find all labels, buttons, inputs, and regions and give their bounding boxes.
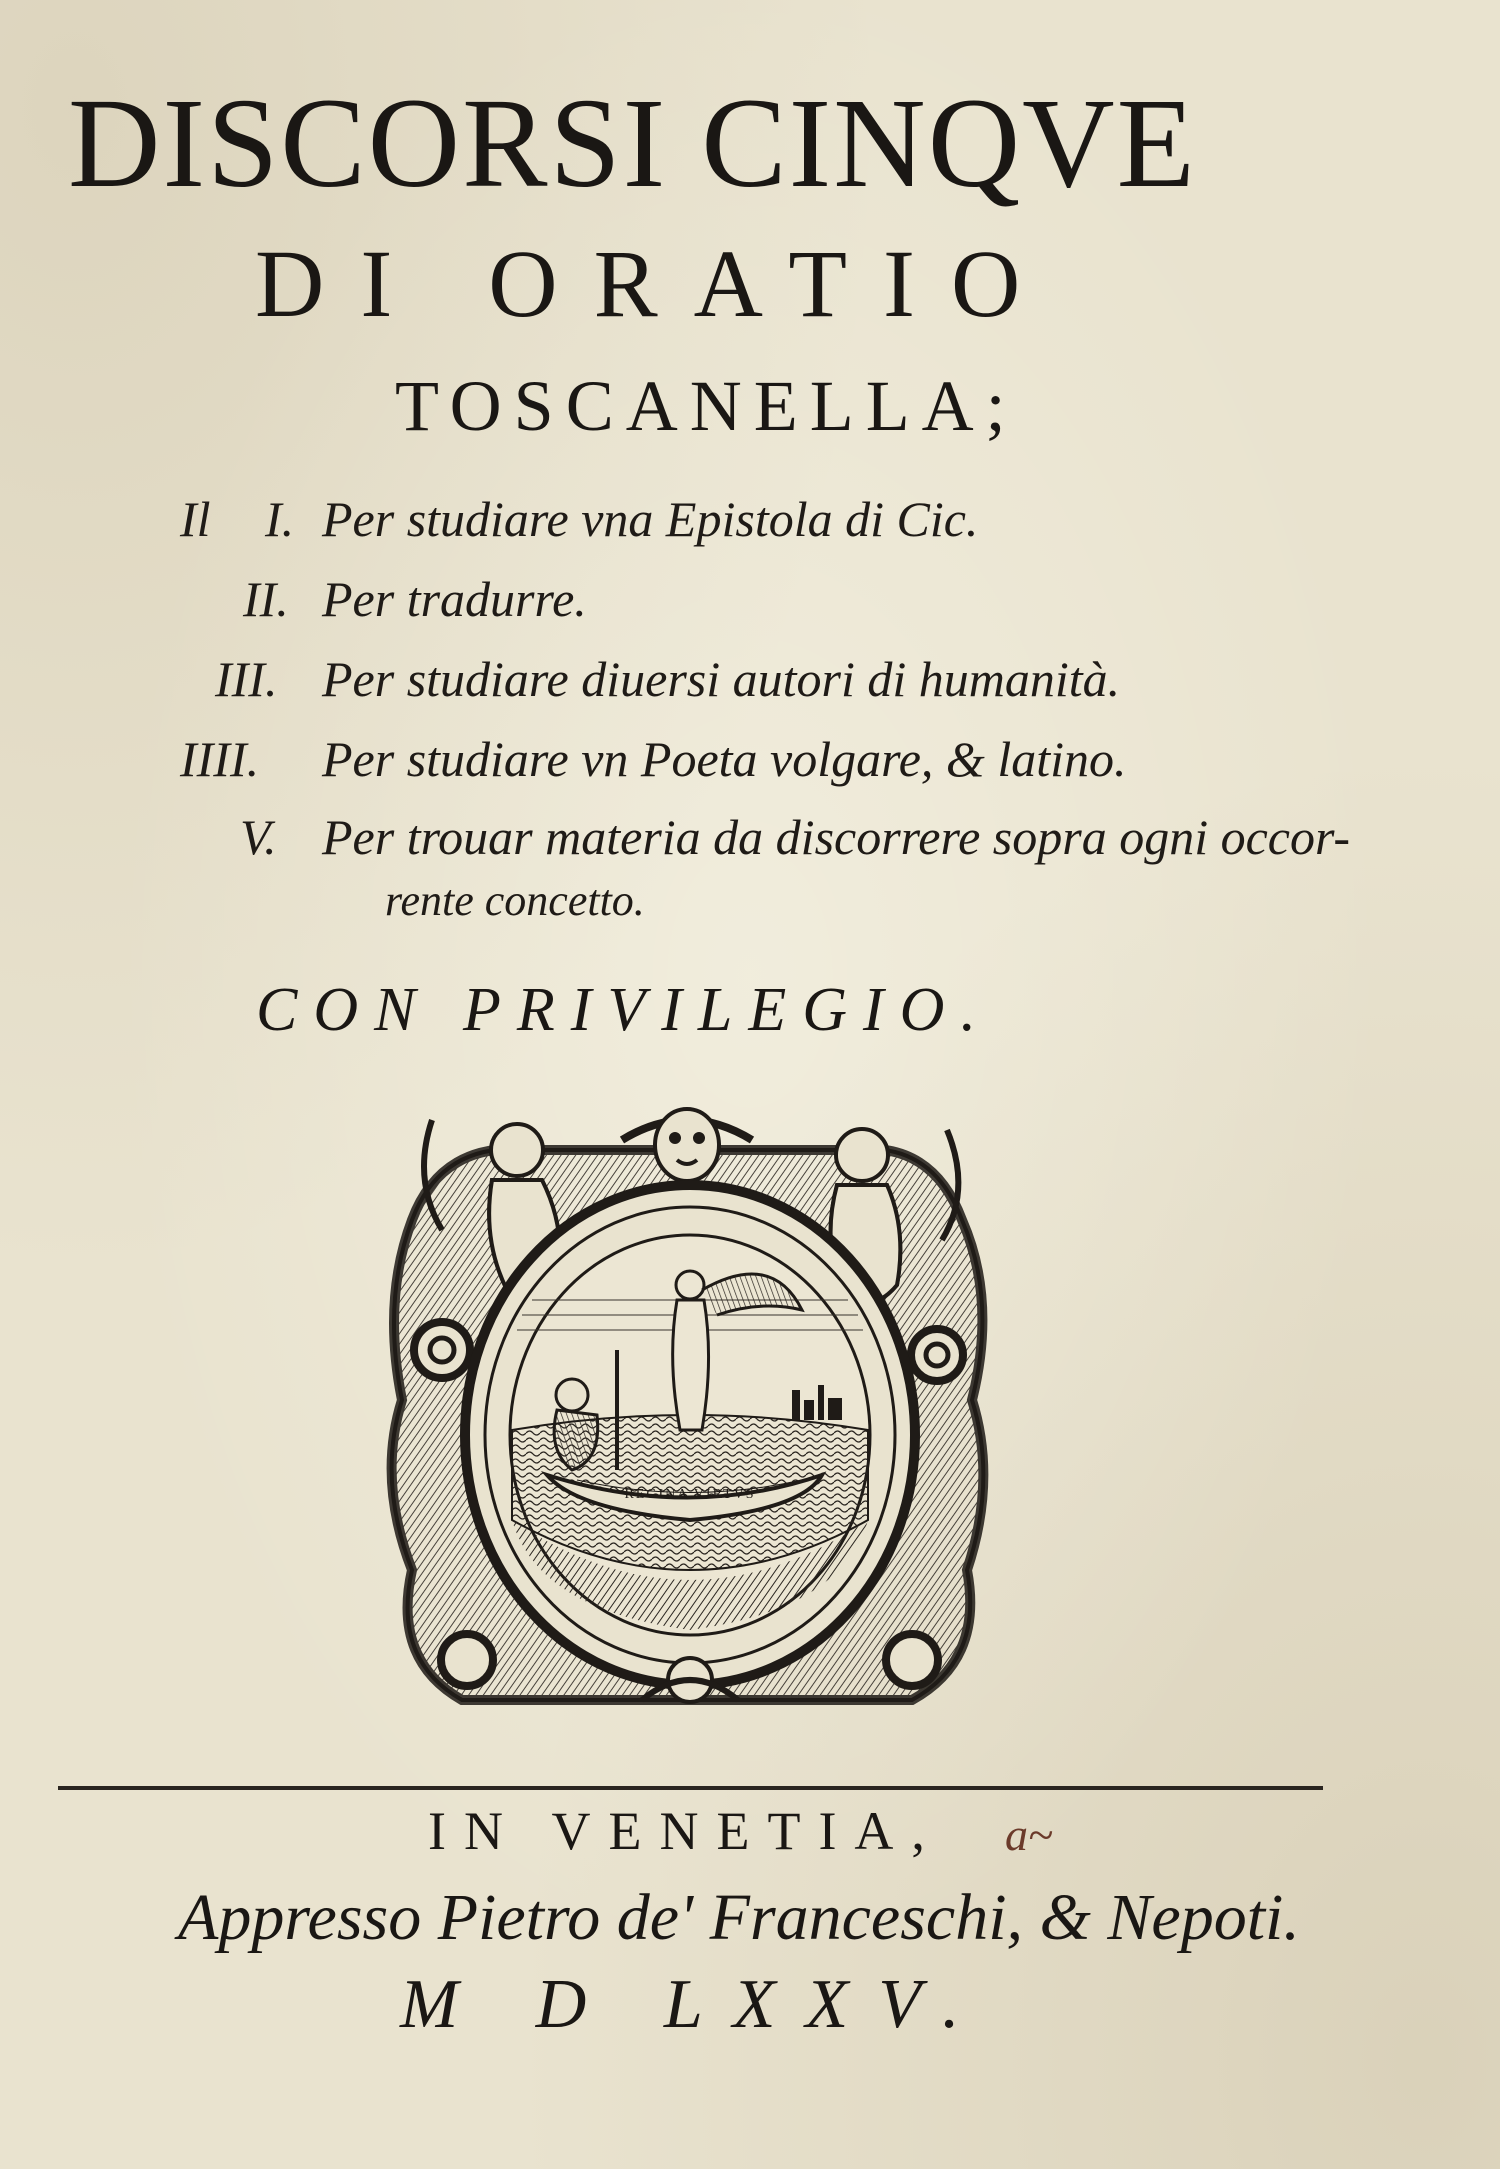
discourse-lead: Il	[180, 491, 211, 547]
discourse-numeral: V.	[240, 809, 277, 865]
discourse-numeral: III.	[215, 651, 278, 707]
discourse-text: Per studiare vna Epistola di Cic.	[322, 491, 979, 547]
oval-medallion	[465, 1185, 915, 1685]
discourse-numeral: II.	[243, 571, 289, 627]
privilege-line: CON PRIVILEGIO.	[256, 976, 992, 1044]
imprint-printer: Appresso Pietro de' Franceschi, & Nepoti.	[178, 1881, 1300, 1954]
title-line-2: DI ORATIO	[255, 230, 1057, 337]
horizontal-rule	[58, 1786, 1323, 1790]
title-line-1: DISCORSI CINQVE	[68, 72, 1197, 214]
mask-head	[655, 1109, 719, 1181]
title-line-3: TOSCANELLA;	[395, 366, 1018, 446]
discourse-numeral: I.	[265, 491, 295, 547]
device-motto: REGINA VIRTVS	[624, 1487, 756, 1502]
discourse-numeral: IIII.	[180, 731, 260, 787]
imprint-year: M D LXXV.	[400, 1966, 990, 2043]
discourse-text: Per studiare diuersi autori di humanità.	[322, 651, 1121, 707]
handwritten-note: a~	[1005, 1809, 1053, 1860]
printer-device-woodcut-icon	[372, 1100, 1004, 1720]
discourse-text-continuation: rente concetto.	[385, 876, 645, 925]
discourse-text: Per tradurre.	[322, 571, 587, 627]
discourse-text: Per studiare vn Poeta volgare, & latino.	[322, 731, 1127, 787]
imprint-place: IN VENETIA,	[428, 1801, 943, 1861]
discourse-text: Per trouar materia da discorrere sopra ogni occor-	[322, 809, 1351, 865]
